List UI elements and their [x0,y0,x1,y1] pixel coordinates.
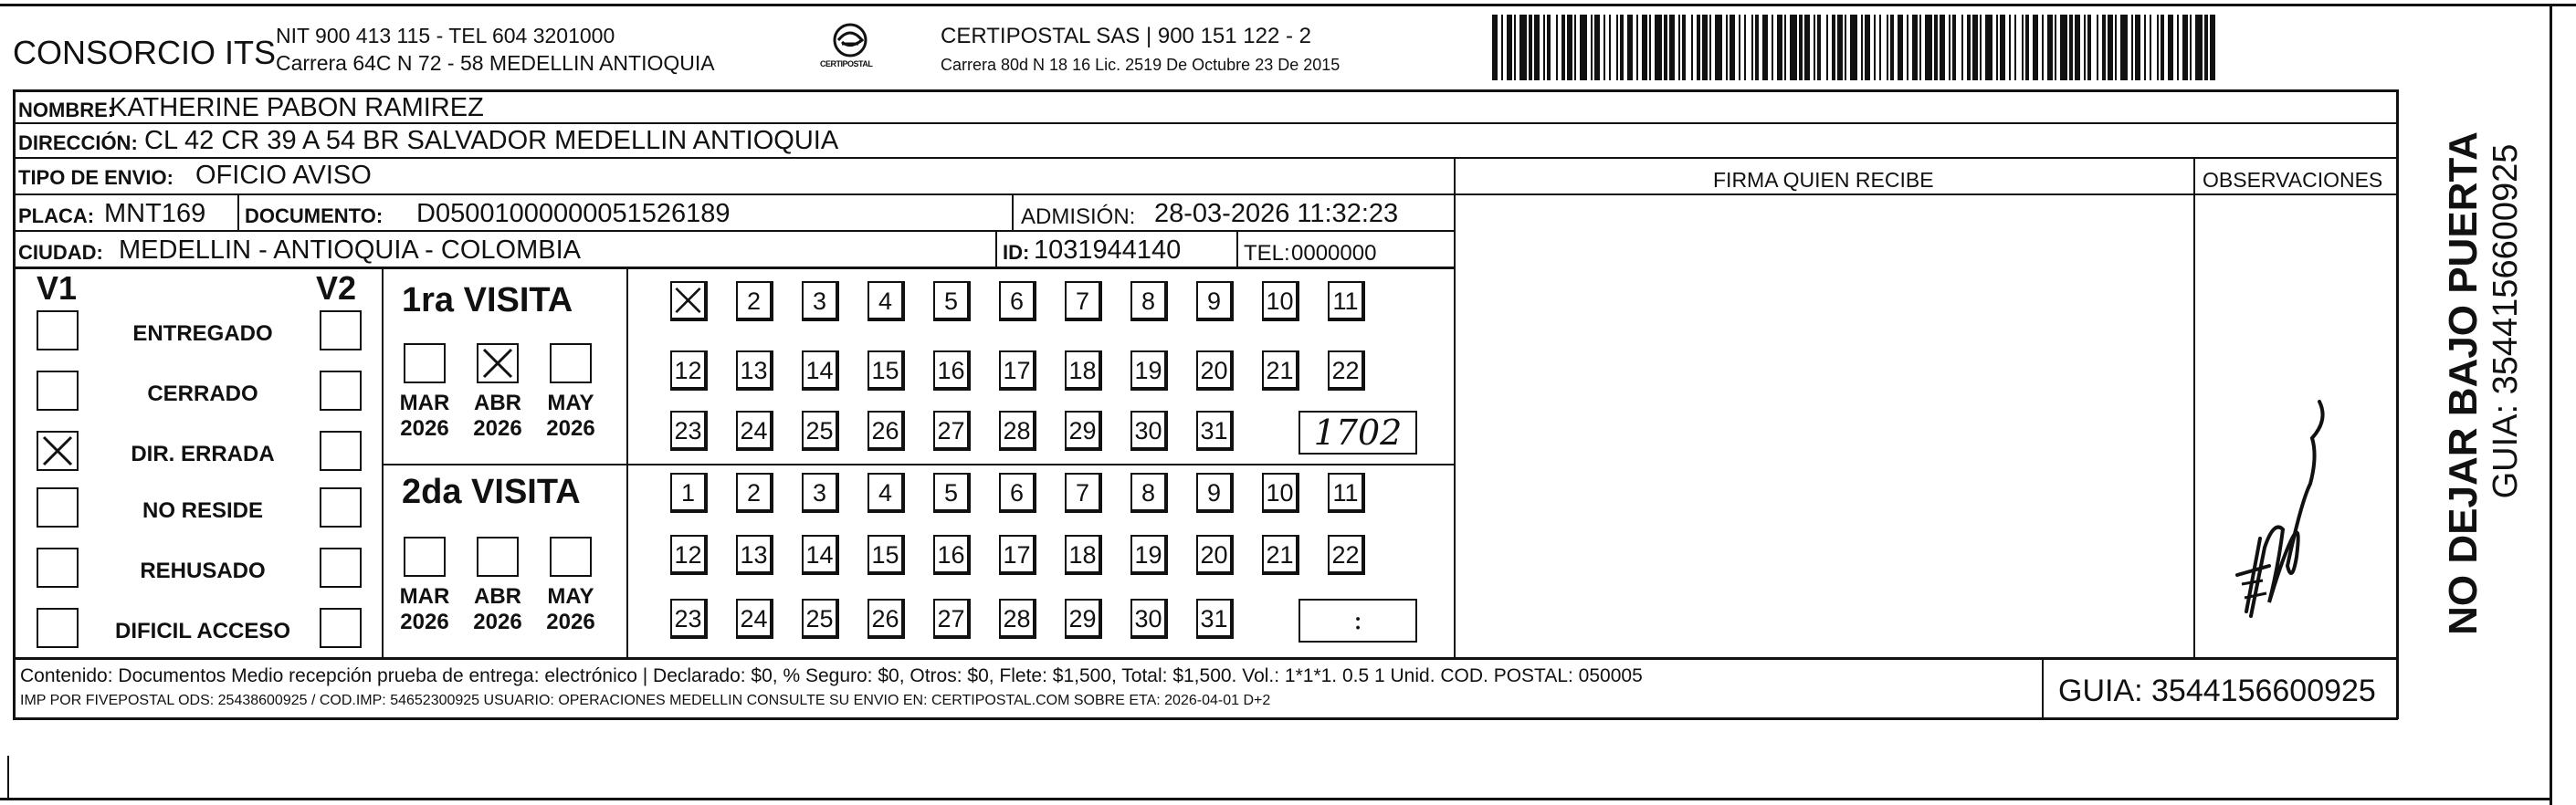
row-line-3 [13,193,2398,195]
documento-label: DOCUMENTO: [245,204,384,227]
day-checkbox[interactable]: 19 [1130,535,1168,575]
barcode-bar [1514,15,1516,80]
form-bottom-line [13,717,2398,720]
day-checkbox[interactable]: 25 [802,411,839,451]
barcode-bar [1594,15,1600,80]
month-checkbox[interactable] [404,343,446,383]
month-checkbox[interactable] [477,343,519,383]
day-checkbox[interactable]: 28 [999,599,1036,639]
barcode-bar [1739,15,1740,80]
barcode-bar [2168,15,2173,80]
day-checkbox[interactable]: 23 [670,411,708,451]
day-checkbox[interactable]: 6 [999,281,1036,321]
side-guia: GUIA: 3544156600925 [2487,143,2525,499]
day-checkbox[interactable]: 1 [670,473,708,513]
signature-scribble-icon [2228,383,2338,630]
barcode-bar [1682,15,1686,80]
row-line-2 [13,157,2398,159]
month-label: ABR 2026 [473,584,522,634]
barcode-bar [1907,15,1908,80]
month-label: MAR 2026 [399,584,450,634]
check-x-mark-icon [38,433,77,469]
nit-line: NIT 900 413 115 - TEL 604 3201000 [276,24,615,47]
status-label: REHUSADO [140,559,266,583]
documento-value: D05001000000051526189 [416,199,731,228]
status-v1-checkbox[interactable] [37,608,79,648]
barcode-bar [1777,15,1782,80]
form-right-line [2396,89,2399,719]
barcode-bar [2195,15,2203,80]
footer-guia-divider [2042,657,2044,719]
id-value: 1031944140 [1034,235,1182,265]
barcode-bar [2161,15,2164,80]
day-checkbox[interactable]: 5 [933,281,971,321]
day-checkbox[interactable]: 11 [1328,473,1365,513]
status-v1-checkbox[interactable] [37,310,79,350]
barcode-bar [1919,15,1921,80]
day-checkbox[interactable]: 23 [670,599,708,639]
day-checkbox[interactable]: 18 [1065,350,1102,391]
day-checkbox[interactable]: 2 [736,473,773,513]
status-v2-checkbox[interactable] [320,431,362,471]
barcode-bar [2033,15,2038,80]
day-checkbox[interactable]: 15 [867,350,905,391]
barcode-bar [1519,15,1527,80]
barcode-bar [2115,15,2117,80]
day-checkbox[interactable]: 24 [736,599,773,639]
month-label: ABR 2026 [473,391,522,441]
day-checkbox[interactable]: 15 [867,535,905,575]
day-checkbox[interactable]: 22 [1328,350,1365,391]
barcode-bar [1817,15,1821,80]
day-checkbox[interactable]: 12 [670,350,708,391]
barcode-bar [2108,15,2113,80]
first-visit-title: 1ra VISITA [402,281,573,319]
barcode-bar [1529,15,1532,80]
day-checkbox[interactable]: 8 [1130,473,1168,513]
barcode-bar [2177,15,2179,80]
day-checkbox[interactable]: 30 [1130,411,1168,451]
logo-text: CERTIPOSTAL [820,59,873,68]
barcode-bar [1985,15,1992,80]
day-checkbox[interactable]: 13 [736,350,773,391]
barcode-bar [1912,15,1918,80]
day-checkbox[interactable]: 31 [1196,411,1234,451]
barcode-bar [1874,15,1876,80]
admision-label: ADMISIÓN: [1021,204,1136,229]
row-line-5 [13,267,1454,269]
barcode-bar [1655,15,1662,80]
address-line: Carrera 64C N 72 - 58 MEDELLIN ANTIOQUIA [276,51,715,75]
month-checkbox[interactable] [550,537,592,577]
month-label: MAY 2026 [546,391,595,441]
license-line: Carrera 80d N 18 16 Lic. 2519 De Octubre 23 De 2015 [941,56,1341,74]
barcode-bar [2204,15,2208,80]
barcode-bar [1664,15,1667,80]
status-label: NO RESIDE [142,498,264,523]
barcode-bar [1814,15,1815,80]
form-top-line [13,89,2398,92]
barcode-bar [2144,15,2146,80]
status-v1-checkbox[interactable] [37,371,79,411]
barcode-bar [1609,15,1611,80]
tel-label: TEL: [1244,241,1290,266]
barcode-bar [2009,15,2011,80]
barcode-bar [1967,15,1971,80]
status-divider [382,267,384,657]
barcode-bar [1616,15,1618,80]
second-visit-title: 2da VISITA [402,473,581,511]
month-label: MAY 2026 [546,584,595,634]
barcode-bar [1949,15,1950,80]
barcode-bar [1574,15,1576,80]
visit-mid-line [382,464,1454,465]
day-checkbox[interactable]: 4 [867,473,905,513]
tipo-label: TIPO DE ENVIO: [18,166,173,189]
day-checkbox[interactable]: 7 [1065,473,1102,513]
barcode-bar [1790,15,1797,80]
firma-left-line [1454,157,1456,657]
day-checkbox[interactable]: 10 [1262,473,1299,513]
day-checkbox[interactable]: 21 [1262,535,1299,575]
footer-imp: IMP POR FIVEPOSTAL ODS: 25438600925 / COD.IMP: 54652300925 USUARIO: OPERACIONES MEDELLIN CONSULTE SU ENVIO EN: CERTIPOSTAL.COM SOBRE ETA: 2026-04-01 D+2 [20,693,1271,708]
day-checkbox[interactable]: 18 [1065,535,1102,575]
day-checkbox[interactable]: 9 [1196,281,1234,321]
barcode-bar [1730,15,1735,80]
barcode-bar [1678,15,1680,80]
status-v1-checkbox[interactable] [37,431,79,471]
day-checkbox[interactable]: 20 [1196,350,1234,391]
barcode-bar [2097,15,2098,80]
firma-header: FIRMA QUIEN RECIBE [1713,168,1934,192]
company-name: CONSORCIO ITS [13,34,277,71]
form-left-line [13,89,16,719]
admision-divider [1012,193,1014,230]
barcode-bar [1762,15,1768,80]
barcode-bar [1702,15,1708,80]
direccion-value: CL 42 CR 39 A 54 BR SALVADOR MEDELLIN ANTIOQUIA [144,126,839,155]
barcode-bar [1861,15,1863,80]
tel-value: 0000000 [1291,241,1377,266]
barcode-bar [2087,15,2091,80]
barcode-bar [2157,15,2159,80]
barcode-bar [2102,15,2106,80]
barcode-bar [2084,15,2086,80]
barcode-bar [1751,15,1753,80]
barcode-bar [2042,15,2044,80]
status-label: CERRADO [147,382,258,406]
barcode-bar [1591,15,1593,80]
day-checkbox[interactable]: 22 [1328,535,1365,575]
barcode-bar [2060,15,2067,80]
admision-value: 28-03-2026 11:32:23 [1154,199,1399,228]
barcode-bar [1507,15,1512,80]
day-checkbox[interactable]: 4 [867,281,905,321]
barcode-bar [1649,15,1651,80]
barcode-icon [1492,0,2223,88]
day-checkbox[interactable]: 29 [1065,599,1102,639]
day-checkbox[interactable]: 26 [867,411,905,451]
visit-months-divider [626,267,628,657]
barcode-bar [1925,15,1932,80]
barcode-bar [1952,15,1956,80]
certipostal-line: CERTIPOSTAL SAS | 900 151 122 - 2 [941,24,1311,48]
day-checkbox[interactable]: 17 [999,535,1036,575]
day-checkbox[interactable]: 16 [933,350,971,391]
barcode-bar [1534,15,1540,80]
day-checkbox[interactable]: 5 [933,473,971,513]
barcode-bar [1826,15,1828,80]
barcode-bar [1543,15,1545,80]
barcode-bar [2131,15,2133,80]
barcode-bar [1603,15,1605,80]
first-visit-time-field[interactable]: 1702 [1299,411,1417,455]
barcode-bar [1934,15,1938,80]
day-checkbox[interactable]: 28 [999,411,1036,451]
side-no-dejar: NO DEJAR BAJO PUERTA [2441,131,2486,635]
barcode-bar [2025,15,2029,80]
placa-label: PLACA: [18,204,95,227]
barcode-bar [1642,15,1647,80]
day-checkbox[interactable]: 26 [867,599,905,639]
day-checkbox[interactable] [670,281,708,321]
day-checkbox[interactable]: 2 [736,281,773,321]
barcode-bar [1726,15,1728,80]
check-x-mark-icon [672,283,704,318]
barcode-bar [1865,15,1870,80]
day-checkbox[interactable]: 9 [1196,473,1234,513]
month-checkbox[interactable] [477,537,519,577]
barcode-bar [1879,15,1881,80]
day-checkbox[interactable]: 12 [670,535,708,575]
barcode-bar [1580,15,1587,80]
day-checkbox[interactable]: 10 [1262,281,1299,321]
month-checkbox[interactable] [404,537,446,577]
status-label: DIR. ERRADA [131,442,275,466]
barcode-bar [2182,15,2188,80]
observaciones-header: OBSERVACIONES [2203,168,2383,192]
status-label: DIFICIL ACCESO [114,619,290,643]
barcode-bar [1669,15,1675,80]
barcode-bar [1961,15,1963,80]
tipo-value: OFICIO AVISO [195,161,372,190]
barcode-bar [1772,15,1773,80]
barcode-bar [1972,15,1978,80]
status-v1-checkbox[interactable] [37,548,79,588]
check-x-mark-icon [478,345,517,382]
day-checkbox[interactable]: 27 [933,411,971,451]
status-v1-checkbox[interactable] [37,487,79,528]
day-checkbox[interactable]: 3 [802,473,839,513]
barcode-bar [2000,15,2005,80]
v1-label: V1 [37,269,78,307]
day-checkbox[interactable]: 30 [1130,599,1168,639]
barcode-bar [1850,15,1857,80]
day-checkbox[interactable]: 6 [999,473,1036,513]
barcode-bar [1837,15,1843,80]
direccion-label: DIRECCIÓN: [18,131,138,154]
barcode-bar [1547,15,1551,80]
day-checkbox[interactable]: 20 [1196,535,1234,575]
barcode-bar [1744,15,1746,80]
status-label: ENTREGADO [132,321,273,346]
barcode-bar [2075,15,2080,80]
day-checkbox[interactable]: 16 [933,535,971,575]
id-label: ID: [1003,241,1030,264]
second-visit-time-field[interactable]: : [1299,599,1417,643]
barcode-bar [2022,15,2024,80]
placa-divider [237,193,239,230]
id-divider [995,230,997,267]
day-checkbox[interactable]: 25 [802,599,839,639]
barcode-bar [2069,15,2073,80]
month-checkbox[interactable] [550,343,592,383]
day-checkbox[interactable]: 24 [736,411,773,451]
footer-contenido: Contenido: Documentos Medio recepción prueba de entrega: electrónico | Declarado: $0, % Seguro: $0, Otros: $0, Flete: $1,500, Total: $1,500. Vol.: 1*1*1. 0.5 1 Unid. COD. POSTAL: 050005 [20,665,1643,686]
barcode-bar [1832,15,1835,80]
barcode-bar [1709,15,1711,80]
day-checkbox[interactable]: 21 [1262,350,1299,391]
status-v2-checkbox[interactable] [320,608,362,648]
barcode-bar [1492,15,1498,80]
ciudad-label: CIUDAD: [18,241,103,264]
barcode-bar [1784,15,1786,80]
footer-top-line [13,657,2398,660]
barcode-bar [1567,15,1572,80]
barcode-bar [1845,15,1846,80]
status-v2-checkbox[interactable] [320,371,362,411]
observaciones-left-line [2193,157,2195,657]
barcode-bar [2210,15,2215,80]
barcode-bar [1996,15,1998,80]
footer-guia: GUIA: 3544156600925 [2058,674,2376,708]
barcode-bar [1755,15,1759,80]
day-checkbox[interactable]: 14 [802,535,839,575]
barcode-bar [1898,15,1903,80]
day-checkbox[interactable]: 17 [999,350,1036,391]
nombre-value: KATHERINE PABON RAMIREZ [110,93,484,122]
bottom-border [0,798,2552,800]
barcode-bar [2055,15,2056,80]
status-v2-checkbox[interactable] [320,310,362,350]
barcode-bar [1804,15,1810,80]
day-checkbox[interactable]: 19 [1130,350,1168,391]
barcode-bar [2150,15,2151,80]
barcode-bar [1799,15,1803,80]
barcode-bar [2190,15,2192,80]
barcode-bar [1980,15,1982,80]
placa-value: MNT169 [104,199,206,228]
day-checkbox[interactable]: 14 [802,350,839,391]
barcode-bar [1887,15,1888,80]
right-border [2550,4,2552,805]
day-checkbox[interactable]: 31 [1196,599,1234,639]
v2-label: V2 [316,269,357,307]
tel-divider [1236,230,1238,267]
day-checkbox[interactable]: 3 [802,281,839,321]
barcode-bar [1561,15,1565,80]
day-checkbox[interactable]: 11 [1328,281,1365,321]
barcode-bar [1636,15,1638,80]
nombre-label: NOMBRE: [18,99,115,121]
barcode-bar [1697,15,1700,80]
day-checkbox[interactable]: 8 [1130,281,1168,321]
barcode-bar [2135,15,2140,80]
barcode-bar [1620,15,1624,80]
barcode-bar [1556,15,1558,80]
day-checkbox[interactable]: 7 [1065,281,1102,321]
day-checkbox[interactable]: 27 [933,599,971,639]
lower-left-tick [7,756,9,798]
barcode-bar [1627,15,1633,80]
month-label: MAR 2026 [399,391,450,441]
barcode-bar [2047,15,2053,80]
row-line-1 [13,122,2398,124]
ciudad-value: MEDELLIN - ANTIOQUIA - COLOMBIA [119,235,581,265]
status-v2-checkbox[interactable] [320,548,362,588]
barcode-bar [1890,15,1894,80]
barcode-bar [2120,15,2128,80]
barcode-bar [1940,15,1945,80]
barcode-bar [1691,15,1693,80]
day-checkbox[interactable]: 29 [1065,411,1102,451]
day-checkbox[interactable]: 13 [736,535,773,575]
barcode-bar [2014,15,2016,80]
status-v2-checkbox[interactable] [320,487,362,528]
barcode-bar [1715,15,1722,80]
barcode-bar [1501,15,1503,80]
